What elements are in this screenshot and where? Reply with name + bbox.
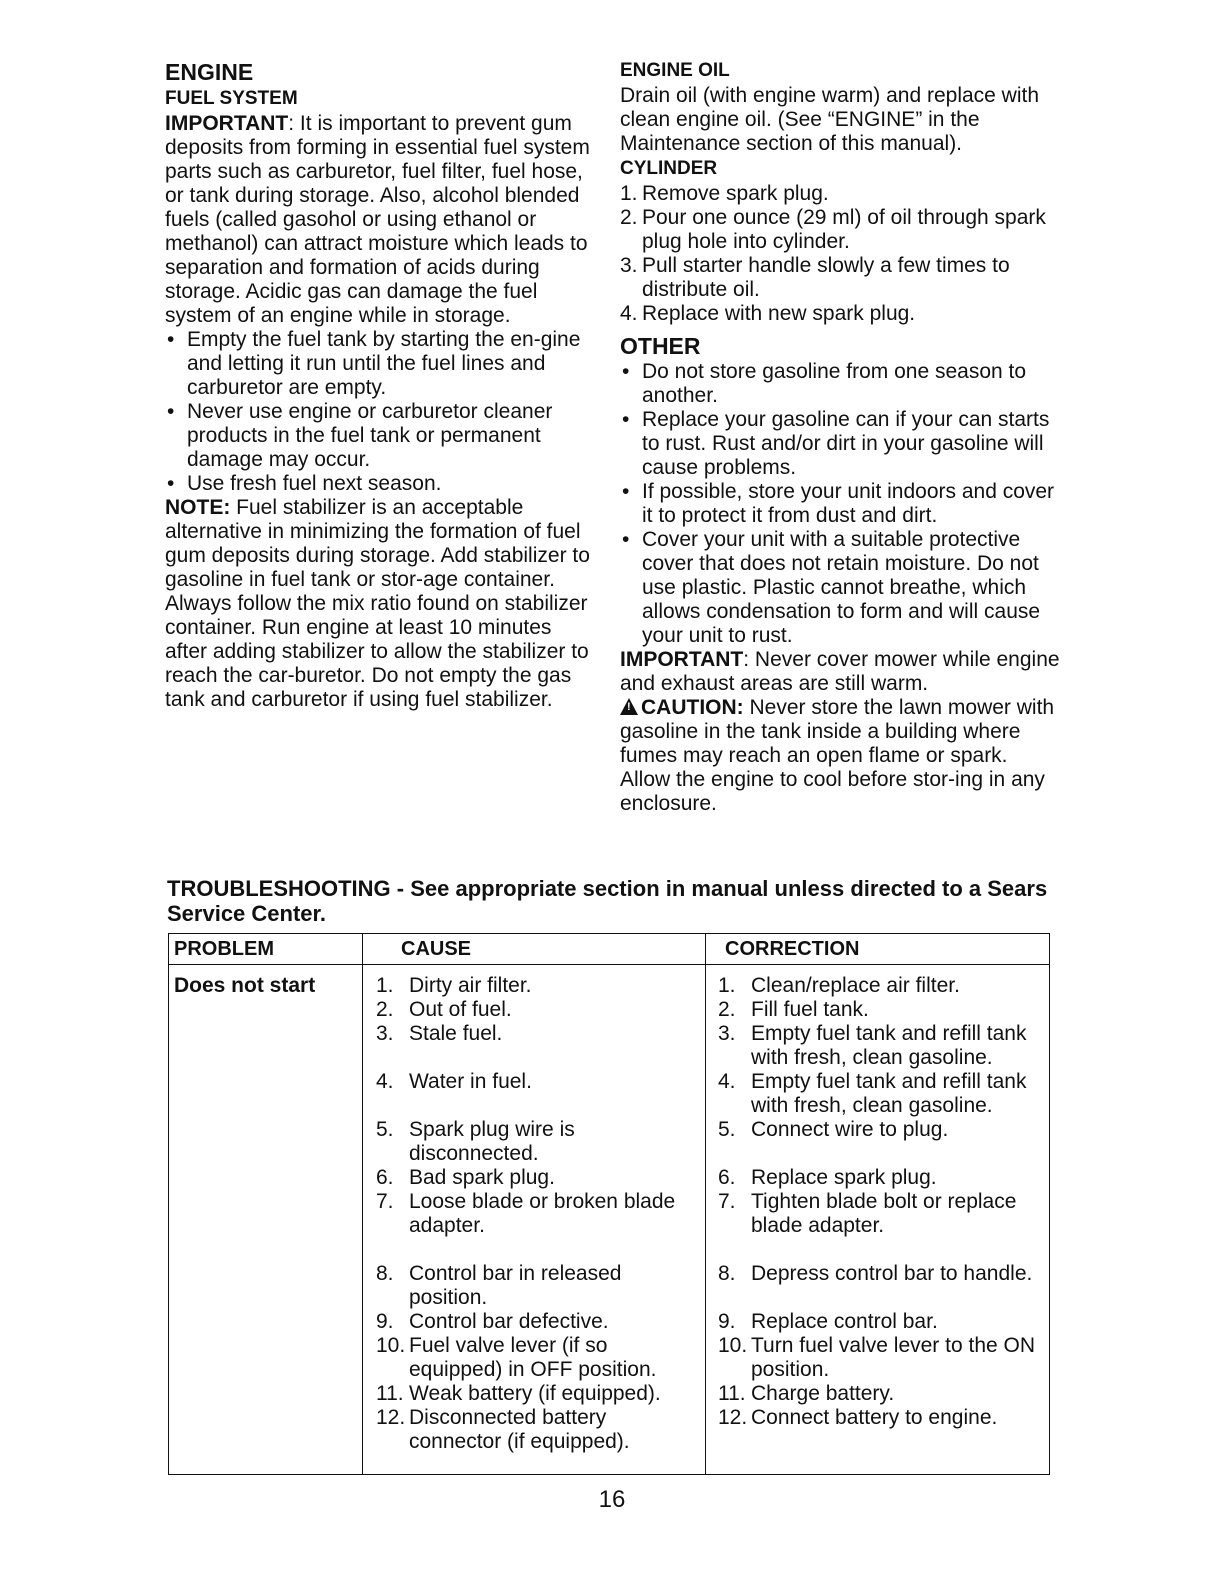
correction-cell <box>711 1310 1051 1334</box>
list-item: 1. Remove spark plug. <box>620 182 829 205</box>
list-item: • Use fresh fuel next season. <box>165 472 595 496</box>
item-number: 12. <box>718 1406 748 1429</box>
cause-cell <box>369 1262 704 1310</box>
item-number: 4. <box>718 1070 736 1093</box>
item-number: 2. <box>718 998 736 1021</box>
note-label: NOTE: <box>165 496 231 519</box>
cause-cell <box>369 1334 704 1382</box>
correction-text: Connect battery to engine. <box>751 1406 998 1429</box>
cause-text: Disconnected battery connector (if equipped). <box>409 1406 630 1453</box>
item-number: 1. <box>376 974 394 997</box>
caution-text: Never store the lawn mower with gasoline in the tank inside a building where fumes may reach an open flame or spark. Allow the engine to cool before stor-ing in any enclosure. <box>620 696 1055 815</box>
header-correction: CORRECTION <box>725 938 860 960</box>
list-item: 2. Pour one ounce (29 ml) of oil through spark plug hole into cylinder. <box>620 206 1046 253</box>
storage-column <box>620 58 1060 816</box>
caution-label: CAUTION: <box>641 696 744 719</box>
cause-cell <box>369 1118 704 1166</box>
cause-text: Control bar defective. <box>409 1310 609 1333</box>
item-number: 7. <box>376 1190 394 1213</box>
engine-oil-text: Drain oil (with engine warm) and replace with clean engine oil. (See “ENGINE” in the Maintenance section of this manual). <box>620 84 1040 155</box>
important-text: : It is important to prevent gum deposits from forming in essential fuel system parts such as carburetor, fuel filter, fuel hose, or tank during storage. Also, alcohol blended fuels (called gasohol or using ethanol or methanol) can attract moisture which leads to separation and formation of acids during storage. Acidic gas can damage the fuel system of an engine while in storage. <box>165 112 590 327</box>
engine-oil-heading: ENGINE OIL <box>620 60 730 81</box>
list-item: • Empty the fuel tank by starting the en-gine and letting it run until the fuel lines and carburetor are empty. <box>165 328 595 400</box>
cause-text: Control bar in released position. <box>409 1262 622 1309</box>
header-cause: CAUSE <box>401 938 472 960</box>
cause-text: Weak battery (if equipped). <box>409 1382 661 1405</box>
fuel-system-heading: FUEL SYSTEM <box>165 88 298 109</box>
important-text: : Never cover mower while engine and exhaust areas are still warm. <box>620 648 1060 695</box>
correction-text: Depress control bar to handle. <box>751 1262 1033 1285</box>
correction-cell <box>711 998 1051 1022</box>
item-number: 3. <box>718 1022 736 1045</box>
cause-text: Bad spark plug. <box>409 1166 555 1189</box>
list-item: • Never use engine or carburetor cleaner products in the fuel tank or permanent damage may occur. <box>165 400 595 472</box>
important-label: IMPORTANT <box>620 648 744 671</box>
page-number: 16 <box>598 1486 626 1513</box>
item-number: 10. <box>376 1334 406 1357</box>
cause-text: Out of fuel. <box>409 998 512 1021</box>
cylinder-heading: CYLINDER <box>620 158 718 179</box>
item-number: 5. <box>718 1118 736 1141</box>
cylinder-steps <box>620 182 1060 326</box>
cause-text: Dirty air filter. <box>409 974 532 997</box>
troubleshooting-title: TROUBLESHOOTING - See appropriate section in manual unless directed to a Sears Service Center. <box>167 876 1048 926</box>
item-number: 5. <box>376 1118 394 1141</box>
correction-cell <box>711 1022 1051 1070</box>
correction-cell <box>711 1070 1051 1118</box>
cause-cell <box>369 1382 704 1406</box>
item-number: 3. <box>376 1022 394 1045</box>
cause-cell <box>369 1406 704 1454</box>
item-number: 9. <box>376 1310 394 1333</box>
cause-text: Loose blade or broken blade adapter. <box>409 1190 676 1237</box>
header-problem: PROBLEM <box>174 938 274 960</box>
correction-cell <box>711 1190 1051 1238</box>
correction-cell <box>711 1406 1051 1430</box>
item-number: 9. <box>718 1310 736 1333</box>
correction-cell <box>711 1166 1051 1190</box>
correction-cell <box>711 1334 1051 1382</box>
cause-cell <box>369 1070 704 1094</box>
list-item: • Cover your unit with a suitable protective cover that does not retain moisture. Do not use plastic. Plastic cannot breathe, which allows condensation to form and will cause your unit to rust. <box>620 528 1060 648</box>
list-item: • If possible, store your unit indoors and cover it to protect it from dust and dirt. <box>620 480 1060 528</box>
list-item: 3. Pull starter handle slowly a few times to distribute oil. <box>620 254 1010 301</box>
cause-text: Water in fuel. <box>409 1070 532 1093</box>
fuel-bullets <box>165 328 595 496</box>
correction-text: Tighten blade bolt or replace blade adapter. <box>751 1190 1017 1237</box>
table-header <box>169 934 1049 965</box>
cause-cell <box>369 974 704 998</box>
correction-text: Clean/replace air filter. <box>751 974 960 997</box>
cause-cell <box>369 998 704 1022</box>
caution-paragraph <box>620 696 1060 816</box>
item-number: 12. <box>376 1406 406 1429</box>
other-heading: OTHER <box>620 333 701 359</box>
item-number: 10. <box>718 1334 748 1357</box>
list-item: 4. Replace with new spark plug. <box>620 302 916 325</box>
cause-cell <box>369 1310 704 1334</box>
item-number: 4. <box>376 1070 394 1093</box>
correction-text: Replace spark plug. <box>751 1166 937 1189</box>
troubleshooting-table <box>168 933 1050 1475</box>
item-number: 7. <box>718 1190 736 1213</box>
item-number: 11. <box>718 1382 746 1405</box>
correction-text: Charge battery. <box>751 1382 895 1405</box>
other-bullets <box>620 360 1060 648</box>
important-label: IMPORTANT <box>165 112 289 135</box>
correction-text: Replace control bar. <box>751 1310 938 1333</box>
important-paragraph <box>620 648 1060 696</box>
list-item: • Replace your gasoline can if your can starts to rust. Rust and/or dirt in your gasoline will cause problems. <box>620 408 1060 480</box>
item-number: 6. <box>718 1166 736 1189</box>
problem-cell: Does not start <box>174 974 316 997</box>
cause-text: Fuel valve lever (if so equipped) in OFF position. <box>409 1334 657 1381</box>
item-number: 1. <box>718 974 736 997</box>
cause-text: Spark plug wire is disconnected. <box>409 1118 575 1165</box>
correction-text: Empty fuel tank and refill tank with fresh, clean gasoline. <box>751 1022 1027 1069</box>
correction-cell <box>711 974 1051 998</box>
cause-cell <box>369 1022 704 1046</box>
list-item: • Do not store gasoline from one season to another. <box>620 360 1060 408</box>
correction-text: Empty fuel tank and refill tank with fresh, clean gasoline. <box>751 1070 1027 1117</box>
item-number: 2. <box>376 998 394 1021</box>
warning-triangle-icon <box>620 698 638 715</box>
correction-cell <box>711 1118 1051 1142</box>
correction-cell <box>711 1382 1051 1406</box>
item-number: 11. <box>376 1382 404 1405</box>
cause-cell <box>369 1166 704 1190</box>
note-text: Fuel stabilizer is an acceptable alternative in minimizing the formation of fuel gum deposits during storage. Add stabilizer to gasoline in fuel tank or stor-age container. Always follow the mix ratio found on stabilizer container. Run engine at least 10 minutes after adding stabilizer to allow the stabilizer to reach the car-buretor. Do not empty the gas tank and carburetor if using fuel stabilizer. <box>165 496 590 711</box>
item-number: 6. <box>376 1166 394 1189</box>
fuel-important-paragraph <box>165 112 595 328</box>
engine-heading: ENGINE <box>165 59 254 85</box>
cause-cell <box>369 1190 704 1238</box>
note-paragraph <box>165 496 595 712</box>
correction-text: Fill fuel tank. <box>751 998 869 1021</box>
fuel-system-column <box>165 58 595 712</box>
correction-text: Connect wire to plug. <box>751 1118 949 1141</box>
correction-text: Turn fuel valve lever to the ON position. <box>751 1334 1036 1381</box>
column-divider <box>705 934 706 1474</box>
correction-cell <box>711 1262 1051 1286</box>
item-number: 8. <box>376 1262 394 1285</box>
item-number: 8. <box>718 1262 736 1285</box>
column-divider <box>362 934 363 1474</box>
cause-text: Stale fuel. <box>409 1022 503 1045</box>
